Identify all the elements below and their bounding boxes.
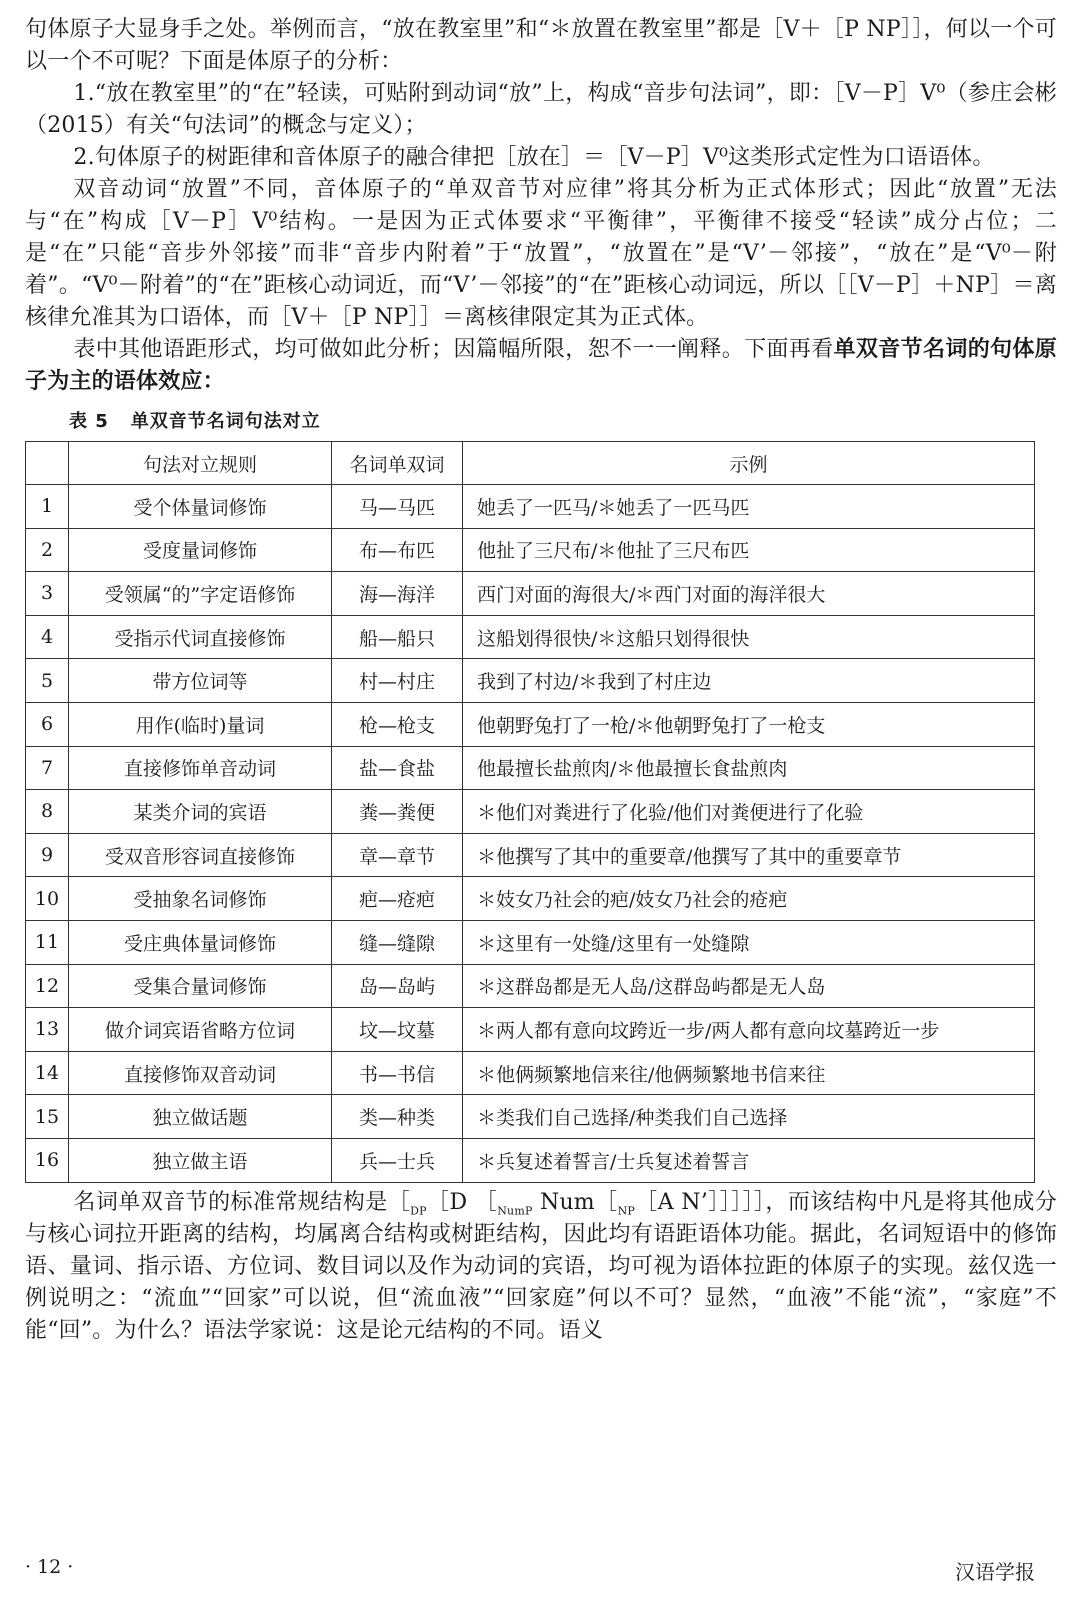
row-number: 10 (26, 877, 69, 921)
table-caption-number: 表 5 (69, 411, 109, 432)
row-number: 9 (26, 833, 69, 877)
row-number: 7 (26, 746, 69, 790)
row-rule: 做介词宾语省略方位词 (69, 1008, 332, 1052)
row-example: 他扯了三尺布/＊他扯了三尺布匹 (463, 528, 1035, 572)
row-noun-pair: 枪—枪支 (332, 702, 463, 746)
table-row (26, 615, 1035, 659)
table-body (26, 485, 1035, 1183)
subscript-nump: NumP (497, 1203, 533, 1217)
row-noun-pair: 类—种类 (332, 1095, 463, 1139)
table-row (26, 1008, 1035, 1052)
row-noun-pair: 坟—坟墓 (332, 1008, 463, 1052)
table-row (26, 790, 1035, 834)
row-example: 西门对面的海很大/＊西门对面的海洋很大 (463, 572, 1035, 616)
table-caption-title: 单双音节名词句法对立 (130, 411, 321, 432)
table-row (26, 572, 1035, 616)
table-row (26, 877, 1035, 921)
row-number: 12 (26, 964, 69, 1008)
row-example: ＊这群岛都是无人岛/这群岛屿都是无人岛 (463, 964, 1035, 1008)
row-number: 5 (26, 659, 69, 703)
table-row (26, 702, 1035, 746)
row-rule: 受指示代词直接修饰 (69, 615, 332, 659)
table-row (26, 1051, 1035, 1095)
row-noun-pair: 粪—粪便 (332, 790, 463, 834)
structure-formula (388, 1190, 766, 1215)
page-number: · 12 · (25, 1556, 74, 1578)
page-body (25, 14, 1057, 1347)
row-example: 他朝野兔打了一枪/＊他朝野兔打了一枪支 (463, 702, 1035, 746)
row-rule: 直接修饰单音动词 (69, 746, 332, 790)
row-number: 4 (26, 615, 69, 659)
row-noun-pair: 村—村庄 (332, 659, 463, 703)
subscript-np: NP (617, 1203, 636, 1217)
table-row (26, 1138, 1035, 1182)
row-rule: 带方位词等 (69, 659, 332, 703)
body-paragraph-4: 双音动词“放置”不同，音体原子的“单双音节对应律”将其分析为正式体形式；因此“放置”无法与“在”构成［V－P］V⁰结构。一是因为正式体要求“平衡律”，平衡律不接受“轻读”成分占位；二是“在”只能“音步外邻接”而非“音步内附着”于“放置”，“放置在”是“V’－邻接”，“放在”是“V⁰－附着”。“V⁰－附着”的“在”距核心动词近，而“V’－邻接”的“在”距核心动词远，所以［［V－P］＋NP］＝离核律允准其为口语体，而［V＋［P NP］］＝离核律限定其为正式体。 (25, 177, 1057, 330)
row-noun-pair: 盐—食盐 (332, 746, 463, 790)
syntax-contrast-table (25, 441, 1035, 1183)
row-rule: 受双音形容词直接修饰 (69, 833, 332, 877)
row-number: 14 (26, 1051, 69, 1095)
table-row (26, 485, 1035, 529)
row-noun-pair: 疤—疮疤 (332, 877, 463, 921)
row-number: 16 (26, 1138, 69, 1182)
row-rule: 受抽象名词修饰 (69, 877, 332, 921)
row-rule: 受庄典体量词修饰 (69, 920, 332, 964)
header-number (26, 442, 69, 485)
body-paragraph-1: 句体原子大显身手之处。举例而言，“放在教室里”和“＊放置在教室里”都是［V＋［P NP］］，何以一个可以一个不可呢？下面是体原子的分析： (25, 17, 1057, 74)
formula-an: ［A N’］］］］］ (635, 1189, 766, 1215)
row-example: ＊他们对粪进行了化验/他们对粪便进行了化验 (463, 790, 1035, 834)
row-noun-pair: 海—海洋 (332, 572, 463, 616)
paragraph-plain-text: 表中其他语距形式，均可做如此分析；因篇幅所限，恕不一一阐释。下面再看 (73, 337, 834, 362)
row-noun-pair: 布—布匹 (332, 528, 463, 572)
table-row (26, 528, 1035, 572)
row-noun-pair: 书—书信 (332, 1051, 463, 1095)
row-example: ＊这里有一处缝/这里有一处缝隙 (463, 920, 1035, 964)
row-noun-pair: 缝—缝隙 (332, 920, 463, 964)
row-rule: 受集合量词修饰 (69, 964, 332, 1008)
row-number: 11 (26, 920, 69, 964)
formula-d: ［D ［ (426, 1189, 498, 1215)
row-rule: 受领属“的”字定语修饰 (69, 572, 332, 616)
row-rule: 直接修饰双音动词 (69, 1051, 332, 1095)
row-noun-pair: 船—船只 (332, 615, 463, 659)
row-example: ＊类我们自己选择/种类我们自己选择 (463, 1095, 1035, 1139)
body-paragraph-2: 1.“放在教室里”的“在”轻读，可贴附到动词“放”上，构成“音步句法词”，即：［V－P］V⁰（参庄会彬（2015）有关“句法词”的概念与定义）； (25, 81, 1057, 138)
table-row (26, 964, 1035, 1008)
row-example: ＊两人都有意向坟跨近一步/两人都有意向坟墓跨近一步 (463, 1008, 1035, 1052)
table-row (26, 920, 1035, 964)
journal-name: 汉语学报 (955, 1560, 1035, 1584)
header-rule: 句法对立规则 (69, 442, 332, 485)
table-row (26, 659, 1035, 703)
row-number: 13 (26, 1008, 69, 1052)
row-example: 她丢了一匹马/＊她丢了一匹马匹 (463, 485, 1035, 529)
body-paragraph-6 (25, 1187, 1057, 1347)
row-noun-pair: 章—章节 (332, 833, 463, 877)
row-rule: 某类介词的宾语 (69, 790, 332, 834)
row-number: 8 (26, 790, 69, 834)
row-rule: 独立做话题 (69, 1095, 332, 1139)
row-number: 1 (26, 485, 69, 529)
table-row (26, 833, 1035, 877)
row-rule: 独立做主语 (69, 1138, 332, 1182)
row-rule: 用作(临时)量词 (69, 702, 332, 746)
paragraph-bold-text: 单双音节名词的句体原子为主的语体效应： (25, 337, 1057, 394)
bracket: ［ (387, 1189, 411, 1215)
body-paragraph-3: 2.句体原子的树距律和音体原子的融合律把［放在］＝［V－P］V⁰这类形式定性为口语语体。 (73, 145, 995, 170)
row-example: 这船划得很快/＊这船只划得很快 (463, 615, 1035, 659)
formula-num: Num［ (532, 1189, 618, 1215)
table-header-row (26, 442, 1035, 485)
table-caption (69, 407, 1057, 433)
row-noun-pair: 岛—岛屿 (332, 964, 463, 1008)
row-example: ＊妓女乃社会的疤/妓女乃社会的疮疤 (463, 877, 1035, 921)
row-example: ＊他撰写了其中的重要章/他撰写了其中的重要章节 (463, 833, 1035, 877)
row-number: 3 (26, 572, 69, 616)
header-noun-pair: 名词单双词 (332, 442, 463, 485)
paragraph-lead: 名词单双音节的标准常规结构是 (73, 1189, 388, 1215)
paragraph-rest: ，而该结构中凡是将其他成分与核心词拉开距离的结构，均属离合结构或树距结构，因此均有语距语体功能。据此，名词短语中的修饰语、量词、指示语、方位词、数目词以及作为动词的宾语，均可视为语体拉距的体原子的实现。兹仅选一例说明之：“流血”“回家”可以说，但“流血液”“回家庭”何以不可？显然，“血液”不能“流”，“家庭”不能“回”。为什么？语法学家说：这是论元结构的不同。语义 (25, 1189, 1057, 1343)
table-row (26, 746, 1035, 790)
row-rule: 受个体量词修饰 (69, 485, 332, 529)
row-noun-pair: 马—马匹 (332, 485, 463, 529)
row-example: 我到了村边/＊我到了村庄边 (463, 659, 1035, 703)
header-example: 示例 (463, 442, 1035, 485)
table-row (26, 1095, 1035, 1139)
row-noun-pair: 兵—士兵 (332, 1138, 463, 1182)
row-example: 他最擅长盐煎肉/＊他最擅长食盐煎肉 (463, 746, 1035, 790)
subscript-dp: DP (410, 1203, 427, 1217)
row-number: 15 (26, 1095, 69, 1139)
row-example: ＊兵复述着誓言/士兵复述着誓言 (463, 1138, 1035, 1182)
row-number: 2 (26, 528, 69, 572)
row-number: 6 (26, 702, 69, 746)
row-rule: 受度量词修饰 (69, 528, 332, 572)
body-paragraph-5 (25, 334, 1057, 398)
row-example: ＊他俩频繁地信来往/他俩频繁地书信来往 (463, 1051, 1035, 1095)
